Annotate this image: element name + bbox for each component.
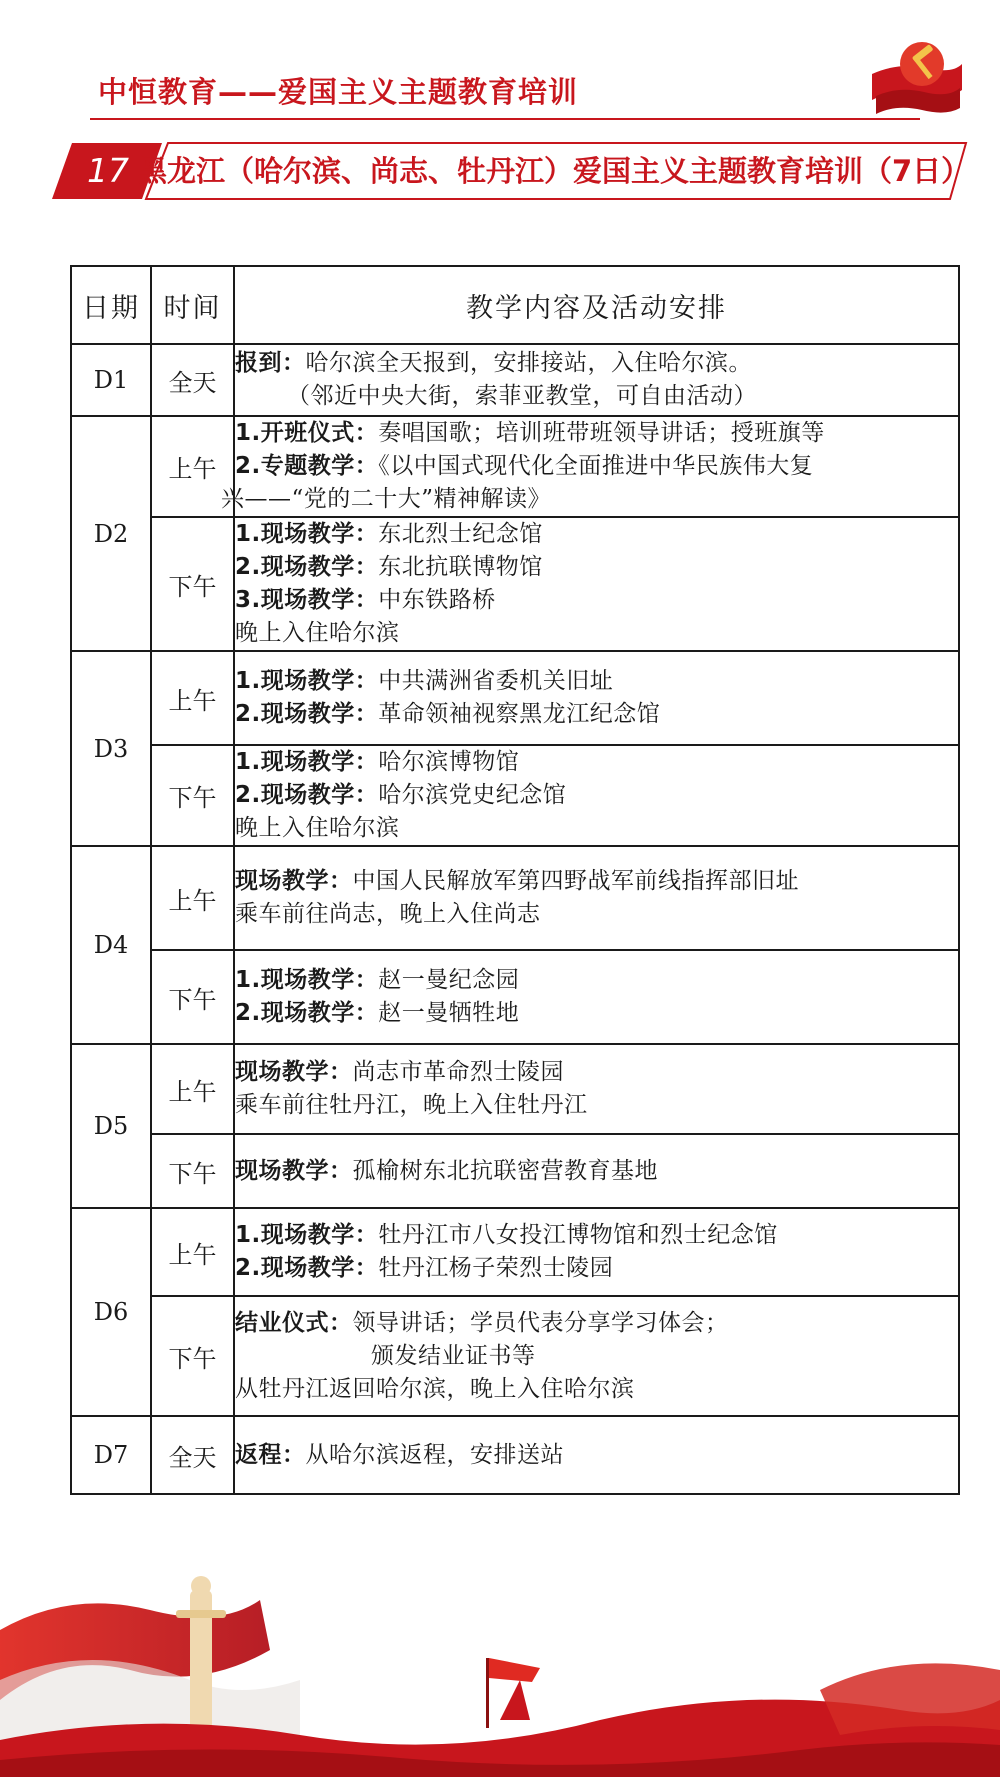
table-row bbox=[71, 1208, 959, 1296]
content-line bbox=[235, 997, 958, 1030]
banner-number: 17 bbox=[87, 151, 129, 190]
content-text: 中国人民解放军第四野战军前线指挥部旧址 bbox=[352, 868, 799, 894]
content-text: 东北抗联博物馆 bbox=[378, 554, 543, 580]
content-keyword: 1.开班仪式： bbox=[235, 420, 379, 446]
table-row bbox=[71, 745, 959, 846]
content-line bbox=[235, 584, 958, 617]
content-cell bbox=[234, 1296, 959, 1416]
content-line bbox=[235, 898, 958, 931]
content-line bbox=[235, 964, 958, 997]
content-text: 牡丹江杨子荣烈士陵园 bbox=[378, 1255, 614, 1281]
content-keyword: 2.现场教学： bbox=[235, 1255, 379, 1281]
content-line bbox=[221, 483, 958, 516]
content-keyword: 返程： bbox=[235, 1441, 306, 1468]
content-text: 乘车前往尚志，晚上入住尚志 bbox=[235, 901, 541, 927]
content-text: 奏唱国歌；培训班带班领导讲话；授班旗等 bbox=[378, 420, 825, 446]
content-text: 哈尔滨全天报到，安排接站，入住哈尔滨。 bbox=[305, 350, 752, 376]
content-line bbox=[235, 551, 958, 584]
content-text: 晚上入住哈尔滨 bbox=[235, 620, 400, 646]
banner-title: 黑龙江（哈尔滨、尚志、牡丹江）爱国主义主题教育培训（7日） bbox=[138, 154, 971, 188]
content-keyword: 2.专题教学： bbox=[235, 453, 379, 479]
schedule-table bbox=[70, 265, 960, 1495]
period-cell: 下午 bbox=[151, 950, 234, 1044]
content-text: 晚上入住哈尔滨 bbox=[235, 815, 400, 841]
content-text: 领导讲话；学员代表分享学习体会； bbox=[352, 1309, 729, 1336]
content-line bbox=[235, 450, 958, 483]
content-keyword: 结业仪式： bbox=[235, 1309, 353, 1336]
day-cell: D4 bbox=[71, 846, 151, 1044]
content-line bbox=[235, 417, 958, 450]
day-cell: D3 bbox=[71, 651, 151, 846]
content-text: 尚志市革命烈士陵园 bbox=[352, 1059, 564, 1085]
content-text: 兴——“党的二十大”精神解读》 bbox=[221, 486, 552, 512]
brand-title: 中恒教育——爱国主义主题教育培训 bbox=[98, 75, 579, 109]
content-cell bbox=[234, 950, 959, 1044]
table-row bbox=[71, 344, 959, 416]
content-keyword: 1.现场教学： bbox=[235, 967, 379, 993]
content-line bbox=[235, 347, 958, 380]
content-cell bbox=[234, 1044, 959, 1134]
table-row bbox=[71, 1134, 959, 1208]
content-line bbox=[235, 1307, 958, 1340]
content-text: 东北烈士纪念馆 bbox=[378, 521, 543, 547]
table-row bbox=[71, 416, 959, 517]
content-text: 颁发结业证书等 bbox=[371, 1342, 536, 1369]
content-keyword: 1.现场教学： bbox=[235, 668, 379, 694]
table-row bbox=[71, 651, 959, 745]
content-line bbox=[235, 812, 958, 845]
period-cell: 上午 bbox=[151, 651, 234, 745]
header-date: 日期 bbox=[71, 266, 151, 344]
content-text: （邻近中央大街，索菲亚教堂，可自由活动） bbox=[287, 383, 757, 409]
content-keyword: 2.现场教学： bbox=[235, 782, 379, 808]
content-line bbox=[235, 779, 958, 812]
content-text: 从哈尔滨返程，安排送站 bbox=[305, 1441, 564, 1468]
content-line bbox=[235, 1252, 958, 1285]
period-cell: 下午 bbox=[151, 745, 234, 846]
day-cell: D6 bbox=[71, 1208, 151, 1416]
content-line bbox=[235, 1219, 958, 1252]
content-keyword: 3.现场教学： bbox=[235, 587, 379, 613]
content-keyword: 1.现场教学： bbox=[235, 1222, 379, 1248]
content-text: 《以中国式现代化全面推进中华民族伟大复 bbox=[378, 453, 814, 479]
content-text: 革命领袖视察黑龙江纪念馆 bbox=[378, 701, 661, 727]
content-line bbox=[235, 617, 958, 650]
content-keyword: 2.现场教学： bbox=[235, 554, 379, 580]
content-cell bbox=[234, 1416, 959, 1494]
content-cell bbox=[234, 344, 959, 416]
content-line bbox=[235, 698, 958, 731]
day-cell: D5 bbox=[71, 1044, 151, 1208]
content-text: 哈尔滨博物馆 bbox=[378, 749, 520, 775]
day-cell: D7 bbox=[71, 1416, 151, 1494]
period-cell: 上午 bbox=[151, 416, 234, 517]
content-text: 从牡丹江返回哈尔滨，晚上入住哈尔滨 bbox=[235, 1375, 635, 1402]
content-text: 赵一曼牺牲地 bbox=[378, 1000, 520, 1026]
content-keyword: 2.现场教学： bbox=[235, 1000, 379, 1026]
content-keyword: 现场教学： bbox=[235, 868, 353, 894]
content-line bbox=[235, 665, 958, 698]
content-line bbox=[235, 865, 958, 898]
header-time: 时间 bbox=[151, 266, 234, 344]
content-line bbox=[235, 518, 958, 551]
header-divider bbox=[90, 118, 920, 120]
content-cell bbox=[234, 651, 959, 745]
footer-decoration bbox=[0, 1570, 1000, 1777]
content-cell bbox=[234, 1208, 959, 1296]
content-text: 牡丹江市八女投江博物馆和烈士纪念馆 bbox=[378, 1222, 778, 1248]
table-row bbox=[71, 1296, 959, 1416]
table-row bbox=[71, 950, 959, 1044]
content-text: 中共满洲省委机关旧址 bbox=[378, 668, 614, 694]
period-cell: 上午 bbox=[151, 1208, 234, 1296]
content-line bbox=[235, 1340, 958, 1373]
content-cell bbox=[234, 1134, 959, 1208]
content-line bbox=[235, 1056, 958, 1089]
content-text: 中东铁路桥 bbox=[378, 587, 496, 613]
content-line bbox=[235, 1089, 958, 1122]
content-text: 乘车前往牡丹江，晚上入住牡丹江 bbox=[235, 1092, 588, 1118]
table-row bbox=[71, 846, 959, 950]
period-cell: 下午 bbox=[151, 517, 234, 651]
day-cell: D2 bbox=[71, 416, 151, 651]
content-line bbox=[235, 1439, 958, 1472]
period-cell: 上午 bbox=[151, 846, 234, 950]
table-row bbox=[71, 1416, 959, 1494]
period-cell: 下午 bbox=[151, 1296, 234, 1416]
table-row bbox=[71, 517, 959, 651]
content-keyword: 现场教学： bbox=[235, 1157, 353, 1184]
period-cell: 上午 bbox=[151, 1044, 234, 1134]
content-text: 孤榆树东北抗联密营教育基地 bbox=[352, 1157, 658, 1184]
content-line bbox=[235, 1155, 958, 1188]
party-emblem-icon bbox=[868, 34, 964, 116]
content-keyword: 现场教学： bbox=[235, 1059, 353, 1085]
content-keyword: 1.现场教学： bbox=[235, 749, 379, 775]
period-cell: 全天 bbox=[151, 1416, 234, 1494]
content-line bbox=[235, 1373, 958, 1406]
content-cell bbox=[234, 745, 959, 846]
header-content: 教学内容及活动安排 bbox=[234, 266, 959, 344]
period-cell: 全天 bbox=[151, 344, 234, 416]
content-keyword: 1.现场教学： bbox=[235, 521, 379, 547]
content-keyword: 报到： bbox=[235, 350, 306, 376]
content-text: 哈尔滨党史纪念馆 bbox=[378, 782, 567, 808]
title-banner bbox=[50, 141, 970, 201]
content-keyword: 2.现场教学： bbox=[235, 701, 379, 727]
content-line bbox=[235, 746, 958, 779]
day-cell: D1 bbox=[71, 344, 151, 416]
content-line bbox=[235, 380, 958, 413]
content-cell bbox=[221, 416, 959, 517]
content-cell bbox=[234, 846, 959, 950]
period-cell: 下午 bbox=[151, 1134, 234, 1208]
table-row bbox=[71, 1044, 959, 1134]
table-header-row bbox=[71, 266, 959, 344]
content-text: 赵一曼纪念园 bbox=[378, 967, 520, 993]
content-cell bbox=[234, 517, 959, 651]
